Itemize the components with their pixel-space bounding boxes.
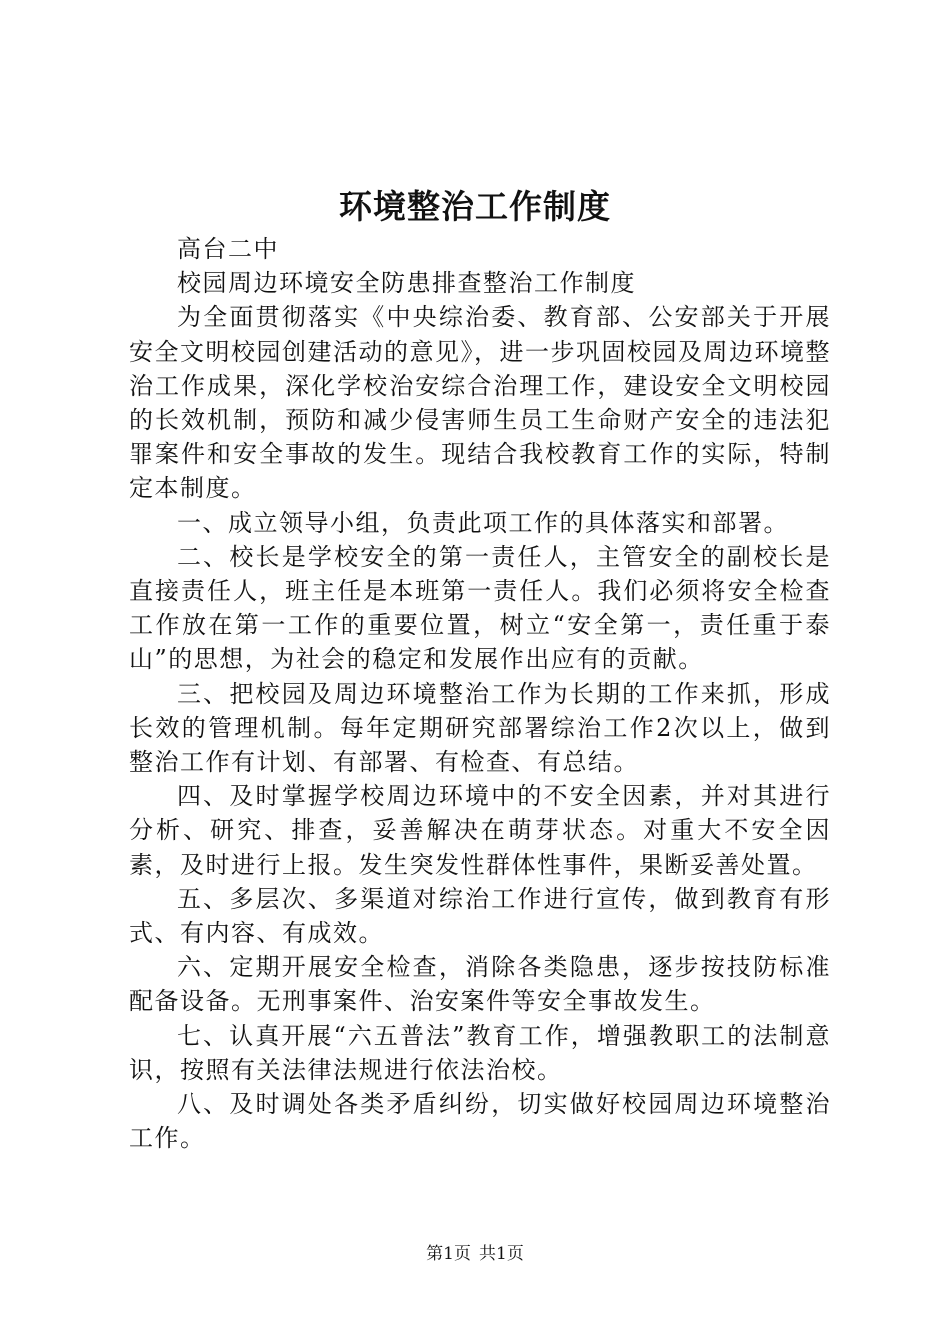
page-total: 共1页 <box>479 1244 524 1264</box>
intro-paragraph: 为全面贯彻落实《中央综治委、教育部、公安部关于开展安全文明校园创建活动的意见》，进一步巩固校园及周边环境整治工作成果，深化学校治安综合治理工作，建设安全文明校园的长效机制，预防和减少侵害师生员工生命财产安全的违法犯罪案件和安全事故的发生。现结合我校教育工作的实际，特制定本制度。 <box>129 303 831 503</box>
clause-2: 二、校长是学校安全的第一责任人，主管安全的副校长是直接责任人，班主任是本班第一责任人。我们必须将安全检查工作放在第一工作的重要位置，树立“安全第一，责任重于泰山”的思想，为社会的稳定和发展作出应有的贡献。 <box>129 542 831 674</box>
clause-1: 一、成立领导小组，负责此项工作的具体落实和部署。 <box>177 508 789 537</box>
page-current: 第1页 <box>426 1244 471 1264</box>
clause-4: 四、及时掌握学校周边环境中的不安全因素，并对其进行分析、研究、排查，妥善解决在萌芽状态。对重大不安全因素，及时进行上报。发生突发性群体性事件，果断妥善处置。 <box>129 782 831 879</box>
school-name: 高台二中 <box>177 235 279 263</box>
page-footer <box>0 1242 950 1266</box>
document-title: 环境整治工作制度 <box>339 187 611 226</box>
document-body <box>129 232 831 1155</box>
clause-5: 五、多层次、多渠道对综治工作进行宣传，做到教育有形式、有内容、有成效。 <box>129 884 831 948</box>
clause-6: 六、定期开展安全检查，消除各类隐患，逐步按技防标准配备设备。无刑事案件、治安案件等安全事故发生。 <box>129 953 831 1016</box>
clause-3: 三、把校园及周边环境整治工作为长期的工作来抓，形成长效的管理机制。每年定期研究部署综治工作2次以上，做到整治工作有计划、有部署、有检查、有总结。 <box>129 679 831 777</box>
policy-subtitle: 校园周边环境安全防患排查整治工作制度 <box>177 269 636 298</box>
clause-8: 八、及时调处各类矛盾纠纷，切实做好校园周边环境整治工作。 <box>129 1090 831 1153</box>
clause-7: 七、认真开展“六五普法”教育工作，增强教职工的法制意识，按照有关法律法规进行依法治校。 <box>129 1021 831 1084</box>
